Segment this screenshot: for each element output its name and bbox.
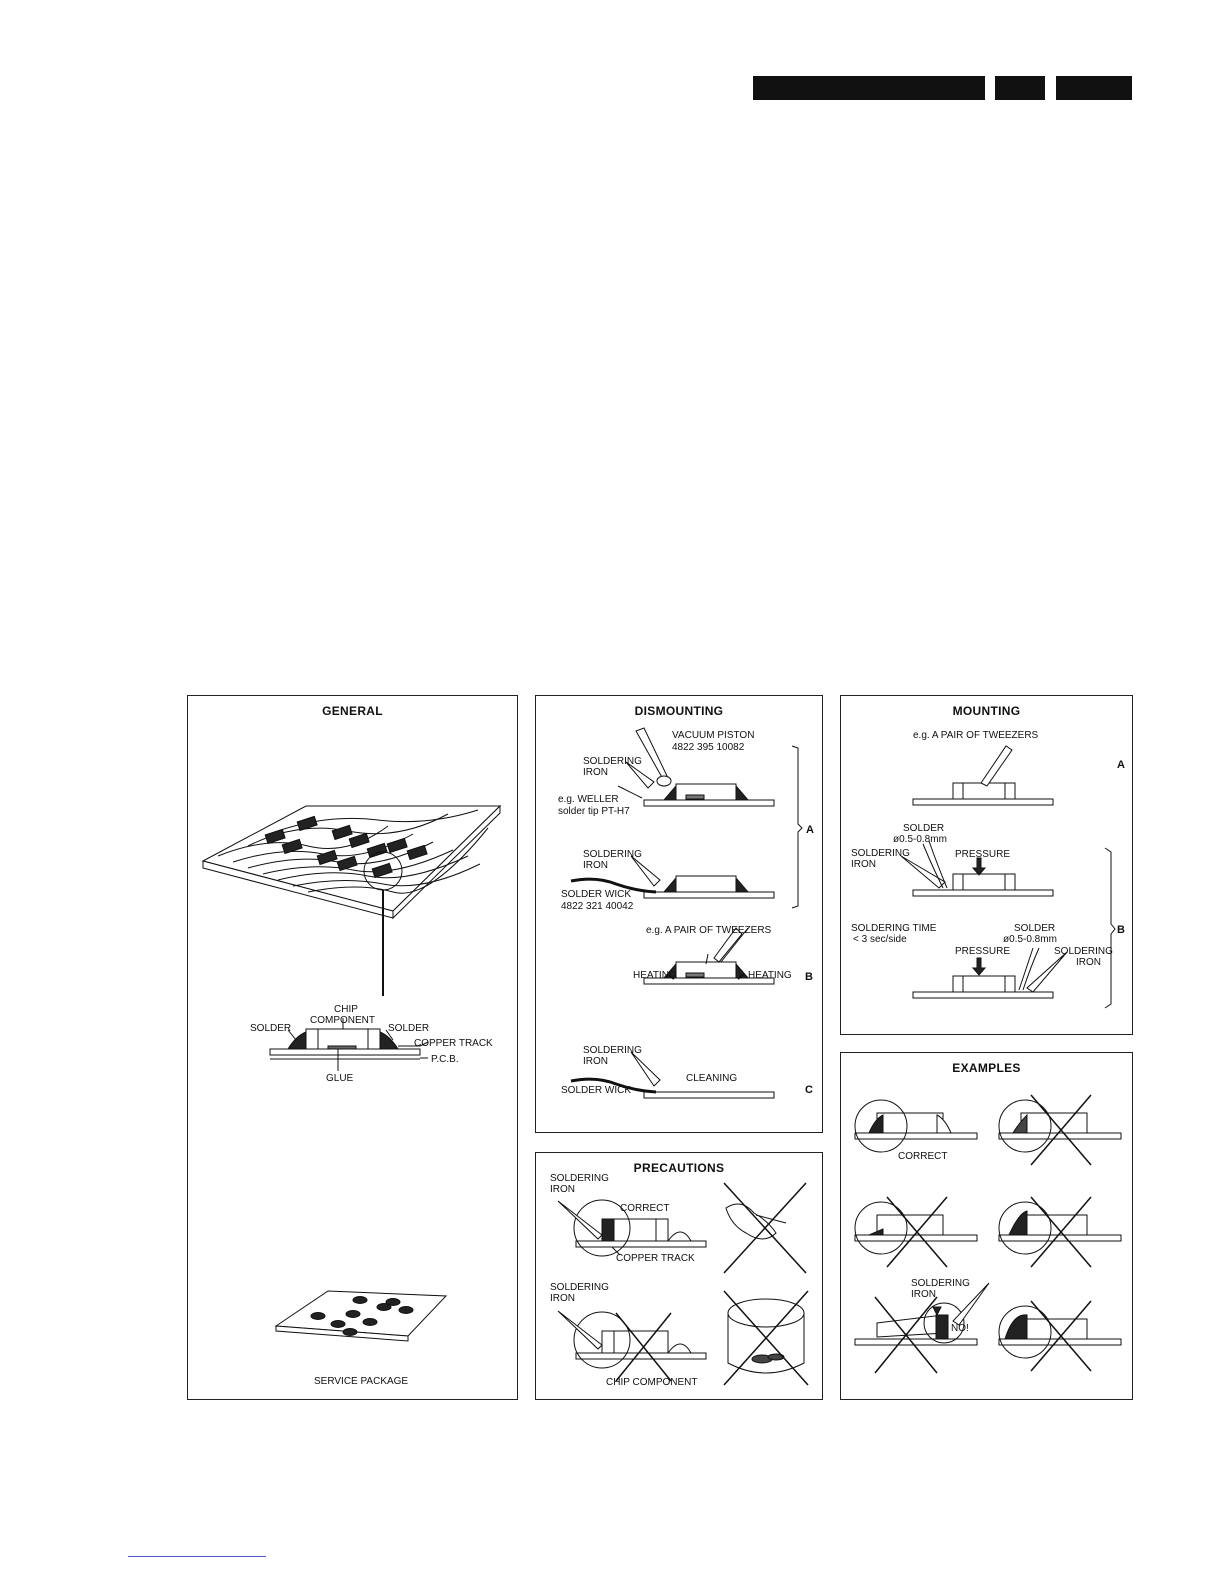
footer-link-underline — [128, 1556, 266, 1557]
label-mount-step-a: A — [1117, 759, 1125, 771]
label-soldering-c: SOLDERING — [583, 1045, 642, 1056]
label-iron-a2: IRON — [583, 860, 608, 871]
label-prec-soldering1: SOLDERING — [550, 1173, 609, 1184]
label-pressure1: PRESSURE — [955, 849, 1011, 860]
label-solder1-dia: ø0.5-0.8mm — [893, 834, 947, 845]
examples-panel — [840, 1052, 1133, 1400]
mounting-title: MOUNTING — [952, 704, 1021, 718]
label-heating-left: HEATING — [633, 970, 677, 981]
label-time-value: < 3 sec/side — [853, 934, 907, 945]
label-prec-soldering2: SOLDERING — [550, 1282, 609, 1293]
label-soldering-time: SOLDERING TIME — [851, 923, 937, 934]
precautions-panel — [535, 1152, 823, 1400]
label-step-b: B — [805, 971, 813, 983]
dismounting-panel — [535, 695, 823, 1133]
label-mount-tweezers: e.g. A PAIR OF TWEEZERS — [913, 730, 1039, 741]
service-package-illustration — [276, 1291, 446, 1341]
label-ex-correct: CORRECT — [898, 1151, 948, 1162]
label-cleaning: CLEANING — [686, 1073, 738, 1084]
label-iron-c: IRON — [583, 1056, 608, 1067]
label-step-c: C — [805, 1084, 813, 1096]
label-soldering1: SOLDERING — [851, 848, 910, 859]
label-tweezers: e.g. A PAIR OF TWEEZERS — [646, 925, 772, 936]
label-solder-wick-c: SOLDER WICK — [561, 1085, 632, 1096]
general-diagram — [188, 696, 519, 1401]
label-pressure2: PRESSURE — [955, 946, 1011, 957]
label-prec-copper-track: COPPER TRACK — [616, 1253, 695, 1264]
label-ex-iron: IRON — [911, 1289, 936, 1300]
examples-title: EXAMPLES — [952, 1061, 1021, 1075]
label-component: COMPONENT — [310, 1015, 375, 1026]
label-soldering-a1: SOLDERING — [583, 756, 642, 767]
label-solder2-dia: ø0.5-0.8mm — [1003, 934, 1057, 945]
precautions-diagram — [536, 1153, 824, 1401]
label-vacuum-part: 4822 395 10082 — [672, 742, 745, 753]
precautions-title: PRECAUTIONS — [633, 1161, 725, 1175]
label-soldering-a2: SOLDERING — [583, 849, 642, 860]
header-bar-chapter — [753, 76, 985, 100]
pcb-board-illustration — [203, 806, 500, 996]
label-wick-part: 4822 321 40042 — [561, 901, 634, 912]
header-bar-page-number — [995, 76, 1045, 100]
label-solder1: SOLDER — [903, 823, 945, 834]
mounting-panel — [840, 695, 1133, 1035]
label-copper-track: COPPER TRACK — [414, 1038, 493, 1049]
label-prec-chip-component: CHIP COMPONENT — [606, 1377, 698, 1388]
label-weller: e.g. WELLER — [558, 794, 619, 805]
label-prec-iron2: IRON — [550, 1293, 575, 1304]
label-ex-no: NO! — [951, 1323, 969, 1334]
label-solder-tip: solder tip PT-H7 — [558, 806, 630, 817]
label-chip: CHIP — [334, 1004, 358, 1015]
label-glue: GLUE — [326, 1073, 354, 1084]
label-iron1: IRON — [851, 859, 876, 870]
dismounting-title: DISMOUNTING — [634, 704, 724, 718]
label-solder-right: SOLDER — [388, 1023, 430, 1034]
label-solder-wick: SOLDER WICK — [561, 889, 632, 900]
examples-diagram — [841, 1053, 1134, 1401]
general-panel — [187, 695, 518, 1400]
mounting-diagram — [841, 696, 1134, 1036]
label-solder2: SOLDER — [1014, 923, 1056, 934]
label-vacuum-piston: VACUUM PISTON — [672, 730, 755, 741]
label-iron-a1: IRON — [583, 767, 608, 778]
label-soldering2: SOLDERING — [1054, 946, 1113, 957]
label-service-package: SERVICE PACKAGE — [314, 1376, 409, 1387]
general-title: GENERAL — [322, 704, 383, 718]
label-mount-step-b: B — [1117, 924, 1125, 936]
label-ex-soldering: SOLDERING — [911, 1278, 970, 1289]
label-heating-right: HEATING — [748, 970, 792, 981]
label-prec-iron1: IRON — [550, 1184, 575, 1195]
dismounting-diagram — [536, 696, 824, 1134]
header-bar-code — [1056, 76, 1132, 100]
label-prec-correct: CORRECT — [620, 1203, 670, 1214]
label-pcb: P.C.B. — [431, 1054, 459, 1065]
label-step-a: A — [806, 824, 814, 836]
label-solder-left: SOLDER — [250, 1023, 292, 1034]
label-iron2: IRON — [1076, 957, 1101, 968]
